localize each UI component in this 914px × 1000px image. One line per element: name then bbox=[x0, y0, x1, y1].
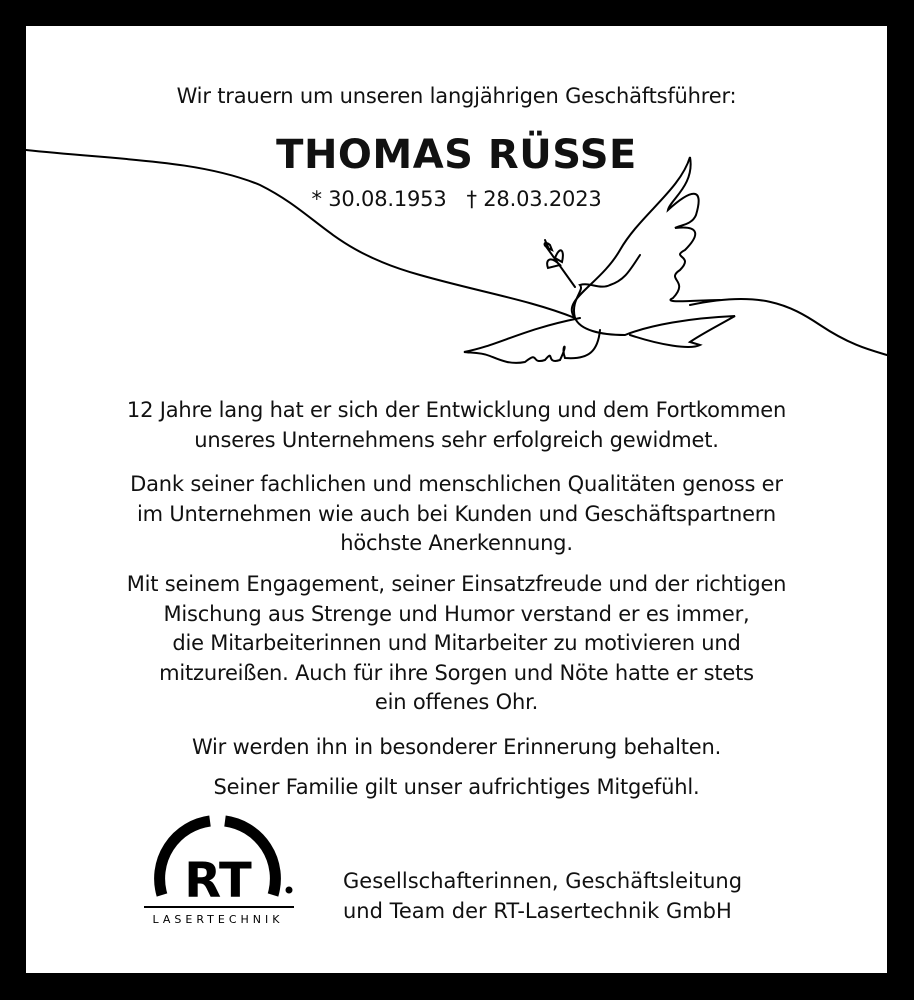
text-line: unseres Unternehmens sehr erfolgreich gewidmet. bbox=[194, 427, 719, 452]
text-line: mitzureißen. Auch für ihre Sorgen und Nöte hatte er stets bbox=[159, 660, 754, 685]
text-line: Wir werden ihn in besonderer Erinnerung behalten. bbox=[191, 735, 722, 759]
svg-text:LASERTECHNIK: LASERTECHNIK bbox=[152, 913, 284, 926]
text-line: Mischung aus Strenge und Humor verstand er es immer, bbox=[163, 601, 750, 626]
text-line: die Mitarbeiterinnen und Mitarbeiter zu motivieren und bbox=[172, 631, 741, 655]
birth-date: * 30.08.1953 bbox=[311, 187, 447, 211]
dove-head bbox=[574, 255, 640, 318]
olive-branch bbox=[545, 240, 575, 287]
flowing-line-right bbox=[690, 299, 887, 355]
text-line: Dank seiner fachlichen und menschlichen Qualitäten genoss er bbox=[130, 472, 783, 496]
text-line: und Team der RT-Lasertechnik GmbH bbox=[343, 899, 732, 923]
paragraph-1 bbox=[26, 396, 887, 455]
text-line: Mit seinem Engagement, seiner Einsatzfreude und der richtigen bbox=[126, 572, 787, 596]
text-line: Seiner Familie gilt unser aufrichtiges Mitgefühl. bbox=[213, 775, 700, 799]
text-line: höchste Anerkennung. bbox=[340, 531, 573, 555]
death-date: † 28.03.2023 bbox=[466, 187, 602, 211]
deceased-name: THOMAS RÜSSE bbox=[276, 132, 637, 178]
svg-text:RT: RT bbox=[184, 853, 252, 909]
text-line: im Unternehmen wie auch bei Kunden und Geschäftspartnern bbox=[137, 501, 776, 526]
rt-lasertechnik-logo bbox=[140, 815, 310, 930]
life-dates bbox=[26, 185, 887, 215]
paragraph-5 bbox=[26, 773, 887, 803]
paragraph-2 bbox=[26, 470, 887, 559]
signature-block bbox=[343, 866, 742, 926]
text-line: ein offenes Ohr. bbox=[374, 690, 539, 714]
paragraph-4 bbox=[26, 733, 887, 763]
text-line: 12 Jahre lang hat er sich der Entwicklung und dem Fortkommen bbox=[126, 398, 787, 422]
text-line: Gesellschafterinnen, Geschäftsleitung bbox=[343, 869, 743, 893]
paragraph-3 bbox=[26, 570, 887, 718]
intro-text: Wir trauern um unseren langjährigen Geschäftsführer: bbox=[176, 84, 737, 108]
